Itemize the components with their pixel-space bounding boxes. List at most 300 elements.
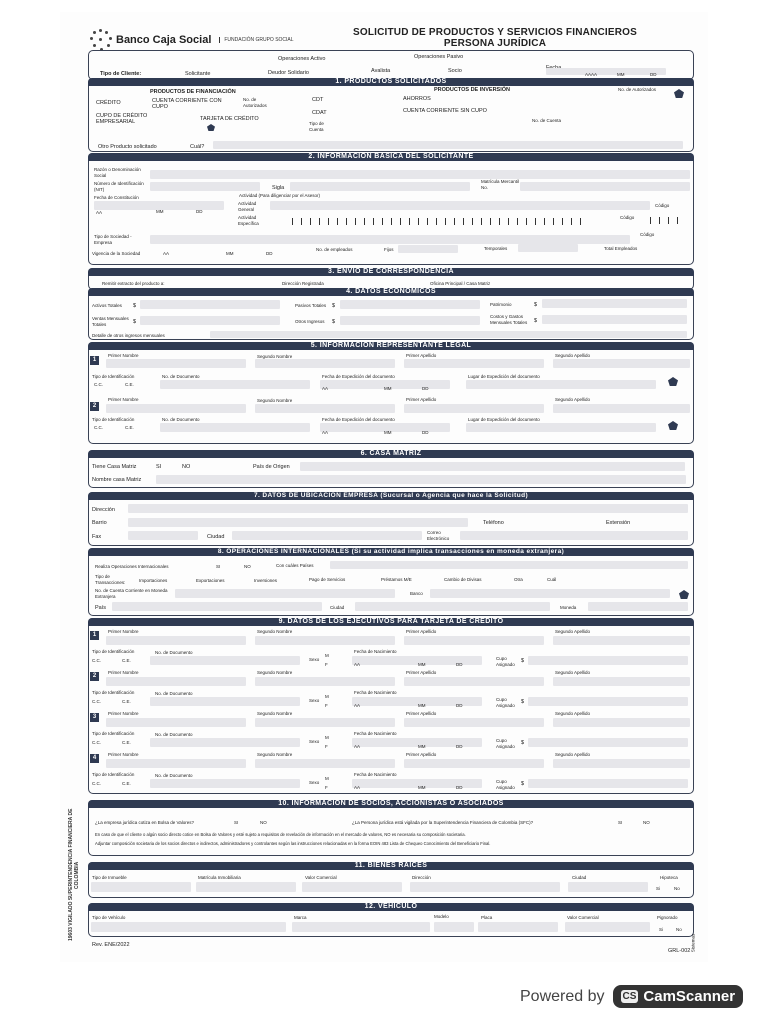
section-1-header: 1. PRODUCTOS SOLICITADOS bbox=[88, 78, 694, 86]
exec-cupo-input[interactable] bbox=[528, 779, 688, 788]
rep1-primer-nombre-input[interactable] bbox=[106, 359, 246, 368]
exec-fecha-nac-label: Fecha de Nacimiento bbox=[354, 690, 397, 695]
vigencia-mm: MM bbox=[226, 251, 234, 256]
no-autorizados-label: No. de Autorizados bbox=[618, 87, 657, 92]
pignorado-si-option[interactable]: Si bbox=[659, 927, 664, 932]
rep2-segundo-apellido-input[interactable] bbox=[553, 404, 690, 413]
exec-sexo-m-option[interactable]: M bbox=[325, 776, 329, 781]
executive-number: 4 bbox=[90, 754, 99, 763]
cdat-option[interactable]: CDAT bbox=[312, 110, 327, 116]
patrimonio-label: Patrimonio bbox=[490, 302, 512, 307]
sigla-label: Sigla bbox=[272, 185, 285, 191]
exec-primer-apellido-input[interactable] bbox=[404, 636, 544, 645]
exec-sexo-f-option[interactable]: F bbox=[325, 744, 328, 749]
form-code: GRL-002 bbox=[668, 948, 691, 954]
nit-input[interactable] bbox=[150, 182, 260, 191]
exec-ce-option[interactable]: C.E. bbox=[122, 781, 131, 786]
executive-number: 1 bbox=[90, 631, 99, 640]
exec-tipo-id-label: Tipo de Identificación bbox=[92, 731, 135, 736]
hipoteca-label: Hipoteca bbox=[660, 875, 678, 880]
tiene-casa-matriz-label: Tiene Casa Matriz bbox=[92, 464, 137, 470]
cual-label: Cuál? bbox=[190, 144, 205, 150]
exportaciones-option[interactable]: Exportaciones bbox=[196, 578, 225, 583]
exec-ce-option[interactable]: C.E. bbox=[122, 699, 131, 704]
no-cuenta-me-input[interactable] bbox=[175, 589, 395, 598]
section-11-header: 11. BIENES RAÍCES bbox=[88, 862, 694, 870]
codigo-label: Código bbox=[655, 203, 670, 208]
correo-input[interactable] bbox=[460, 531, 688, 540]
no-empleados-label: No. de empleados bbox=[316, 247, 353, 252]
exec-cupo-input[interactable] bbox=[528, 697, 688, 706]
activos-label: Activos Totales bbox=[92, 303, 122, 308]
rep2-primer-nombre-label: Primer Nombre bbox=[108, 397, 139, 402]
activos-input[interactable] bbox=[140, 300, 280, 309]
exec-no-documento-label: No. de Documento bbox=[155, 732, 193, 737]
hipoteca-no-option[interactable]: No bbox=[674, 886, 680, 891]
otros-ingresos-label: Otros Ingresos bbox=[295, 319, 325, 324]
q1-label: ¿La empresa jurídica cotiza en Bolsa de Valores? bbox=[95, 820, 194, 825]
credito-option[interactable]: CRÉDITO bbox=[96, 100, 121, 106]
costos-input[interactable] bbox=[542, 315, 687, 324]
exec-segundo-apellido-label: Segundo Apellido bbox=[555, 752, 591, 757]
modelo-input[interactable] bbox=[434, 922, 474, 932]
ventas-label: Ventas Mensuales Totales bbox=[92, 316, 129, 327]
exec-cc-option[interactable]: C.C. bbox=[92, 658, 101, 663]
cambio-divisas-option[interactable]: Cambio de Divisas bbox=[444, 577, 482, 582]
moneda-label: Moneda bbox=[560, 605, 577, 610]
costos-label: Costos y Gastos Mensuales Totales bbox=[490, 314, 528, 325]
rep-2-number: 2 bbox=[90, 402, 99, 411]
title-line-1: SOLICITUD DE PRODUCTOS Y SERVICIOS FINANCIEROS bbox=[352, 27, 638, 38]
rep1-cc-option[interactable]: C.C. bbox=[94, 382, 103, 387]
exec-segundo-apellido-label: Segundo Apellido bbox=[555, 670, 591, 675]
exec-cupo-currency: $ bbox=[521, 699, 525, 705]
executive-number: 2 bbox=[90, 672, 99, 681]
valor-veh-input[interactable] bbox=[565, 922, 650, 932]
exec-segundo-nombre-label: Segundo Nombre bbox=[257, 752, 293, 757]
matricula-inm-input[interactable] bbox=[196, 882, 296, 892]
rep2-mm: MM bbox=[384, 430, 392, 435]
exec-segundo-nombre-label: Segundo Nombre bbox=[257, 711, 293, 716]
exec-primer-nombre-label: Primer Nombre bbox=[108, 711, 139, 716]
rep1-primer-nombre-label: Primer Nombre bbox=[108, 353, 139, 358]
banco-input[interactable] bbox=[430, 589, 670, 598]
tipo-vehiculo-label: Tipo de Vehículo bbox=[92, 915, 126, 920]
direccion-registrada-option[interactable]: Dirección Registrada bbox=[282, 281, 324, 286]
exec-aa: AA bbox=[354, 703, 361, 708]
ciudad-input[interactable] bbox=[232, 531, 422, 540]
exec-sexo-m-option[interactable]: M bbox=[325, 694, 329, 699]
rep1-ce-option[interactable]: C.E. bbox=[125, 382, 134, 387]
bank-name: Banco Caja Social bbox=[116, 34, 212, 46]
exec-primer-nombre-input[interactable] bbox=[106, 636, 246, 645]
exec-sexo-f-option[interactable]: F bbox=[325, 703, 328, 708]
camscanner-text: CamScanner bbox=[643, 988, 736, 1005]
rep1-primer-apellido-input[interactable] bbox=[404, 359, 544, 368]
pasivos-currency: $ bbox=[332, 303, 336, 309]
rep2-cc-option[interactable]: C.C. bbox=[94, 425, 103, 430]
operaciones-activo-label: Operaciones Activo bbox=[278, 56, 326, 62]
cdt-option[interactable]: CDT bbox=[312, 97, 324, 103]
rep2-primer-apellido-input[interactable] bbox=[404, 404, 544, 413]
fecha-input[interactable] bbox=[546, 68, 666, 75]
exec-primer-apellido-input[interactable] bbox=[404, 677, 544, 686]
exec-primer-nombre-input[interactable] bbox=[106, 677, 246, 686]
ciudad-inm-label: Ciudad bbox=[572, 875, 587, 880]
casa-matriz-no-option[interactable]: NO bbox=[182, 464, 191, 470]
otro-producto-input[interactable] bbox=[213, 141, 683, 149]
detalle-input[interactable] bbox=[210, 331, 687, 338]
activos-currency: $ bbox=[133, 303, 137, 309]
otros-ingresos-input[interactable] bbox=[340, 316, 480, 325]
vigencia-dd: DD bbox=[266, 251, 273, 256]
fecha-dd: DD bbox=[650, 72, 657, 77]
rep2-lugar-exp-label: Lugar de Expedición del documento bbox=[468, 417, 540, 422]
actividad-especifica-ticks[interactable] bbox=[292, 218, 581, 225]
op-si-option[interactable]: SI bbox=[216, 564, 221, 569]
section-12-header: 12. VEHÍCULO bbox=[88, 903, 694, 911]
camscanner-badge bbox=[613, 985, 744, 1008]
exec-cc-option[interactable]: C.C. bbox=[92, 699, 101, 704]
tipo-sociedad-input[interactable] bbox=[150, 235, 630, 244]
pignorado-no-option[interactable]: No bbox=[676, 927, 682, 932]
fecha-mm: MM bbox=[156, 209, 164, 214]
fecha-dd: DD bbox=[196, 209, 203, 214]
exec-dd: DD bbox=[456, 703, 463, 708]
section-9-header: 9. DATOS DE LOS EJECUTIVOS PARA TARJETA DE CRÉDITO bbox=[88, 618, 694, 626]
patrimonio-input[interactable] bbox=[542, 299, 687, 308]
exec-cupo-label: Cupo Asignado bbox=[496, 656, 515, 667]
camscanner-icon: CS bbox=[622, 991, 637, 1002]
rep1-no-documento-input[interactable] bbox=[160, 380, 310, 389]
exec-cupo-input[interactable] bbox=[528, 738, 688, 747]
exec-cupo-label: Cupo Asignado bbox=[496, 697, 515, 708]
inversion-label: PRODUCTOS DE INVERSIÓN bbox=[434, 87, 510, 93]
exec-segundo-nombre-input[interactable] bbox=[255, 759, 395, 768]
exec-primer-nombre-label: Primer Nombre bbox=[108, 752, 139, 757]
exec-no-documento-input[interactable] bbox=[150, 779, 300, 788]
section-4-header: 4. DATOS ECONÓMICOS bbox=[88, 288, 694, 296]
exec-segundo-apellido-input[interactable] bbox=[553, 636, 690, 645]
section-10-header: 10. INFORMACIÓN DE SOCIOS, ACCIONISTAS O ASOCIADOS bbox=[88, 800, 694, 808]
otra-option[interactable]: Otra bbox=[514, 577, 523, 582]
ciudad-inm-input[interactable] bbox=[568, 882, 648, 892]
tipo-cuenta-label: Tipo de Cuenta bbox=[309, 121, 324, 132]
fecha-mm: MM bbox=[617, 72, 625, 77]
cual-label: Cuál bbox=[547, 577, 557, 582]
exec-no-documento-label: No. de Documento bbox=[155, 691, 193, 696]
direccion-inm-label: Dirección bbox=[412, 875, 431, 880]
no-cuenta-label: No. de Cuenta bbox=[532, 118, 562, 123]
exec-segundo-apellido-label: Segundo Apellido bbox=[555, 711, 591, 716]
nombre-casa-matriz-label: Nombre casa Matriz bbox=[92, 477, 142, 483]
hipoteca-si-option[interactable]: Si bbox=[656, 886, 661, 891]
fecha-aaaa: AAAA bbox=[585, 72, 598, 77]
telefono-label: Teléfono bbox=[483, 520, 504, 526]
exec-no-documento-label: No. de Documento bbox=[155, 773, 193, 778]
pasivos-input[interactable] bbox=[340, 300, 480, 309]
rep2-segundo-nombre-input[interactable] bbox=[255, 404, 395, 413]
exec-primer-apellido-input[interactable] bbox=[404, 718, 544, 727]
actividad-general-label: Actividad General bbox=[238, 201, 257, 212]
tipo-trans-label: Tipo de Transacciones: bbox=[95, 574, 126, 585]
placa-label: Placa bbox=[481, 915, 493, 920]
matricula-input[interactable] bbox=[520, 182, 690, 191]
ahorros-option[interactable]: AHORROS bbox=[403, 96, 431, 102]
rep1-segundo-nombre-input[interactable] bbox=[255, 359, 395, 368]
exec-tipo-id-label: Tipo de Identificación bbox=[92, 649, 135, 654]
rep1-primer-apellido-label: Primer Apellido bbox=[406, 353, 437, 358]
exec-segundo-apellido-label: Segundo Apellido bbox=[555, 629, 591, 634]
inversiones-option[interactable]: Inversiones bbox=[254, 578, 278, 583]
exec-segundo-apellido-input[interactable] bbox=[553, 759, 690, 768]
direccion-inm-input[interactable] bbox=[410, 882, 560, 892]
sidebar-vigilado: 19603 VIGILADO SUPERINTENDENCIA FINANCIERA DE COLOMBIA bbox=[68, 808, 80, 942]
total-empleados-label: Total Empleados bbox=[604, 246, 638, 251]
exec-sexo-label: Sexo bbox=[309, 657, 320, 662]
razon-social-label: Razón o Denominación Social bbox=[94, 167, 141, 178]
exec-mm: MM bbox=[418, 744, 426, 749]
exec-segundo-apellido-input[interactable] bbox=[553, 677, 690, 686]
exec-primer-apellido-input[interactable] bbox=[404, 759, 544, 768]
section-7-header: 7. DATOS DE UBICACIÓN EMPRESA (Sucursal o Agencia que hace la Solicitud) bbox=[88, 492, 694, 500]
q1-no-option[interactable]: NO bbox=[260, 820, 267, 825]
client-type-box bbox=[88, 50, 694, 80]
pais-origen-input[interactable] bbox=[300, 462, 685, 471]
exec-sexo-label: Sexo bbox=[309, 698, 320, 703]
realiza-op-label: Realiza Operaciones Internacionales bbox=[95, 564, 169, 569]
rep1-aa: AA bbox=[322, 386, 329, 391]
section-2-header: 2. INFORMACIÓN BÁSICA DEL SOLICITANTE bbox=[88, 153, 694, 161]
exec-no-documento-input[interactable] bbox=[150, 656, 300, 665]
printer-label: Sistemas bbox=[690, 933, 696, 953]
cc-sin-cupo-option[interactable]: CUENTA CORRIENTE SIN CUPO bbox=[403, 108, 487, 114]
banco-label: Banco bbox=[410, 591, 423, 596]
rep2-primer-apellido-label: Primer Apellido bbox=[406, 397, 437, 402]
rep2-no-documento-input[interactable] bbox=[160, 423, 310, 432]
con-cuales-label: Con cuáles Países bbox=[276, 563, 314, 568]
direccion-input[interactable] bbox=[128, 504, 688, 513]
q2-label: ¿La Persona jurídica está vigilada por la Superintendencia Financiera de Colombia (SFC)? bbox=[352, 820, 534, 825]
section-3-header: 3. ENVÍO DE CORRESPONDENCIA bbox=[88, 268, 694, 276]
exec-sexo-f-option[interactable]: F bbox=[325, 785, 328, 790]
temporales-input[interactable] bbox=[518, 244, 578, 252]
exec-segundo-apellido-input[interactable] bbox=[553, 718, 690, 727]
tipo-inmueble-input[interactable] bbox=[91, 882, 191, 892]
form-title bbox=[330, 27, 660, 49]
rep2-fecha-exp-label: Fecha de Expedición del documento bbox=[322, 417, 395, 422]
exec-sexo-m-option[interactable]: M bbox=[325, 653, 329, 658]
exec-mm: MM bbox=[418, 785, 426, 790]
otros-ingresos-currency: $ bbox=[332, 319, 336, 325]
exec-segundo-nombre-label: Segundo Nombre bbox=[257, 629, 293, 634]
exec-cc-option[interactable]: C.C. bbox=[92, 740, 101, 745]
exec-segundo-nombre-input[interactable] bbox=[255, 636, 395, 645]
exec-fecha-nac-label: Fecha de Nacimiento bbox=[354, 772, 397, 777]
exec-primer-nombre-label: Primer Nombre bbox=[108, 629, 139, 634]
rep1-segundo-apellido-input[interactable] bbox=[553, 359, 690, 368]
vigencia-aa: AA bbox=[163, 251, 170, 256]
rep1-mm: MM bbox=[384, 386, 392, 391]
exec-cupo-label: Cupo Asignado bbox=[496, 738, 515, 749]
pignorado-label: Pignorado bbox=[657, 915, 678, 920]
direccion-label: Dirección bbox=[92, 507, 115, 513]
exec-dd: DD bbox=[456, 662, 463, 667]
section-6-header: 6. CASA MATRIZ bbox=[88, 450, 694, 458]
exec-aa: AA bbox=[354, 744, 361, 749]
exec-no-documento-input[interactable] bbox=[150, 738, 300, 747]
solicitante-option[interactable]: Solicitante bbox=[185, 71, 211, 77]
pago-servicios-option[interactable]: Pago de Servicios bbox=[309, 577, 346, 582]
marca-label: Marca bbox=[294, 915, 307, 920]
rep2-tipo-id-label: Tipo de Identificación bbox=[92, 417, 135, 422]
oficina-principal-option[interactable]: Oficina Principal / Casa Matriz bbox=[430, 281, 491, 286]
autorizados-label: Autorizados bbox=[243, 103, 267, 108]
exec-dd: DD bbox=[456, 744, 463, 749]
rep1-fecha-exp-label: Fecha de Expedición del documento bbox=[322, 374, 395, 379]
exec-ce-option[interactable]: C.E. bbox=[122, 740, 131, 745]
exec-tipo-id-label: Tipo de Identificación bbox=[92, 690, 135, 695]
exec-aa: AA bbox=[354, 785, 361, 790]
section-8-header: 8. OPERACIONES INTERNACIONALES (Si su actividad implica transacciones en moneda extranjera) bbox=[88, 548, 694, 556]
rep2-ce-option[interactable]: C.E. bbox=[125, 425, 134, 430]
rep1-lugar-exp-label: Lugar de Expedición del documento bbox=[468, 374, 540, 379]
financiacion-label: PRODUCTOS DE FINANCIACIÓN bbox=[150, 89, 236, 95]
exec-primer-apellido-label: Primer Apellido bbox=[406, 752, 437, 757]
exec-no-documento-input[interactable] bbox=[150, 697, 300, 706]
exec-tipo-id-label: Tipo de Identificación bbox=[92, 772, 135, 777]
fijos-input[interactable] bbox=[398, 245, 458, 253]
casa-matriz-si-option[interactable]: SI bbox=[156, 464, 162, 470]
importaciones-option[interactable]: Importaciones bbox=[139, 578, 168, 583]
correo-label: Correo Electrónico bbox=[427, 530, 450, 541]
q2-no-option[interactable]: NO bbox=[643, 820, 650, 825]
title-line-2: PERSONA JURÍDICA bbox=[443, 38, 547, 49]
fax-label: Fax bbox=[92, 534, 102, 540]
remitir-label: Remitir extracto del producto a: bbox=[102, 281, 165, 286]
op-no-option[interactable]: NO bbox=[244, 564, 251, 569]
actividad-general-input[interactable] bbox=[270, 201, 650, 210]
exec-aa: AA bbox=[354, 662, 361, 667]
q1-si-option[interactable]: SI bbox=[234, 820, 239, 825]
bank-subtitle: FUNDACIÓN GRUPO SOCIAL bbox=[219, 37, 293, 43]
matricula-inm-label: Matrícula Inmobiliaria bbox=[198, 875, 241, 880]
pais-input[interactable] bbox=[112, 602, 322, 611]
exec-primer-nombre-input[interactable] bbox=[106, 759, 246, 768]
exec-mm: MM bbox=[418, 662, 426, 667]
deudor-solidario-option[interactable]: Deudor Solidario bbox=[268, 70, 309, 76]
costos-currency: $ bbox=[534, 318, 538, 324]
exec-sexo-label: Sexo bbox=[309, 780, 320, 785]
marca-input[interactable] bbox=[292, 922, 430, 932]
rep2-no-documento-label: No. de Documento bbox=[162, 417, 200, 422]
tarjeta-credito-option[interactable]: TARJETA DE CRÉDITO bbox=[200, 116, 259, 122]
rep1-lugar-exp-input[interactable] bbox=[466, 380, 656, 389]
exec-cupo-currency: $ bbox=[521, 658, 525, 664]
ciudad-me-label: Ciudad bbox=[330, 605, 345, 610]
fijos-label: Fijos bbox=[384, 247, 394, 252]
con-cuales-input[interactable] bbox=[330, 561, 688, 569]
exec-fecha-nac-label: Fecha de Nacimiento bbox=[354, 731, 397, 736]
matricula-label: Matrícula Mercantil No. bbox=[481, 179, 520, 190]
codigo-label-3: Código bbox=[640, 232, 655, 237]
fecha-constitucion-label: Fecha de Constitución bbox=[94, 195, 139, 200]
rev-label: Rev. ENE/2022 bbox=[92, 942, 130, 948]
no-de-label: No. de bbox=[243, 97, 257, 102]
tipo-cliente-label: Tipo de Cliente: bbox=[100, 71, 142, 77]
rep-1-number: 1 bbox=[90, 356, 99, 365]
exec-fecha-nac-label: Fecha de Nacimiento bbox=[354, 649, 397, 654]
exec-cupo-currency: $ bbox=[521, 740, 525, 746]
exec-primer-apellido-label: Primer Apellido bbox=[406, 629, 437, 634]
modelo-label: Modelo bbox=[434, 914, 449, 919]
exec-sexo-m-option[interactable]: M bbox=[325, 735, 329, 740]
temporales-label: Temporales bbox=[484, 246, 508, 251]
placa-input[interactable] bbox=[478, 922, 558, 932]
exec-dd: DD bbox=[456, 785, 463, 790]
codigo-label-2: Código bbox=[620, 215, 635, 220]
valor-inm-input[interactable] bbox=[302, 882, 402, 892]
moneda-input[interactable] bbox=[588, 602, 688, 611]
rep2-aa: AA bbox=[322, 430, 329, 435]
exec-segundo-nombre-input[interactable] bbox=[255, 677, 395, 686]
codigo-ticks[interactable] bbox=[650, 217, 678, 224]
exec-cc-option[interactable]: C.C. bbox=[92, 781, 101, 786]
exec-primer-apellido-label: Primer Apellido bbox=[406, 711, 437, 716]
ventas-input[interactable] bbox=[140, 316, 280, 325]
ciudad-label: Ciudad bbox=[207, 534, 225, 540]
valor-inm-label: Valor Comercial bbox=[305, 875, 337, 880]
section-5-header: 5. INFORMACIÓN REPRESENTANTE LEGAL bbox=[88, 342, 694, 350]
tipo-sociedad-label: Tipo de Sociedad - Empresa bbox=[94, 234, 132, 245]
avalista-option[interactable]: Avalista bbox=[371, 68, 391, 74]
exec-segundo-nombre-input[interactable] bbox=[255, 718, 395, 727]
executive-number: 3 bbox=[90, 713, 99, 722]
fax-input[interactable] bbox=[128, 531, 198, 540]
exec-sexo-f-option[interactable]: F bbox=[325, 662, 328, 667]
rep2-lugar-exp-input[interactable] bbox=[466, 423, 656, 432]
valor-veh-label: Valor Comercial bbox=[567, 915, 599, 920]
pais-label: País bbox=[95, 605, 107, 611]
operaciones-pasivo-label: Operaciones Pasivo bbox=[414, 54, 464, 60]
rep2-primer-nombre-input[interactable] bbox=[106, 404, 246, 413]
exec-primer-nombre-input[interactable] bbox=[106, 718, 246, 727]
cc-con-cupo-option[interactable]: CUENTA CORRIENTE CON CUPO bbox=[152, 98, 222, 110]
tipo-vehiculo-input[interactable] bbox=[91, 922, 286, 932]
actividad-hint: Actividad (Para diligenciar por el Asesor) bbox=[239, 193, 321, 198]
section-10-box bbox=[88, 800, 694, 856]
exec-mm: MM bbox=[418, 703, 426, 708]
q2-si-option[interactable]: SI bbox=[618, 820, 623, 825]
prestamos-option[interactable]: Préstamos M/E bbox=[381, 577, 412, 582]
pasivos-label: Pasivos Totales bbox=[295, 303, 327, 308]
cupo-credito-option[interactable]: CUPO DE CRÉDITO EMPRESARIAL bbox=[96, 113, 148, 125]
sigla-input[interactable] bbox=[290, 182, 470, 191]
rep2-dd: DD bbox=[422, 430, 429, 435]
barrio-label: Barrio bbox=[92, 520, 107, 526]
vigencia-label: Vigencia de la Sociedad bbox=[92, 251, 141, 256]
rep1-segundo-nombre-label: Segundo Nombre bbox=[257, 354, 293, 359]
ciudad-me-input[interactable] bbox=[355, 602, 550, 611]
rep1-tipo-id-label: Tipo de Identificación bbox=[92, 374, 135, 379]
socio-option[interactable]: Socio bbox=[448, 68, 462, 74]
nombre-casa-matriz-input[interactable] bbox=[156, 475, 686, 484]
razon-social-input[interactable] bbox=[150, 170, 690, 179]
exec-cupo-input[interactable] bbox=[528, 656, 688, 665]
exec-primer-nombre-label: Primer Nombre bbox=[108, 670, 139, 675]
exec-ce-option[interactable]: C.E. bbox=[122, 658, 131, 663]
barrio-input[interactable] bbox=[128, 518, 468, 527]
